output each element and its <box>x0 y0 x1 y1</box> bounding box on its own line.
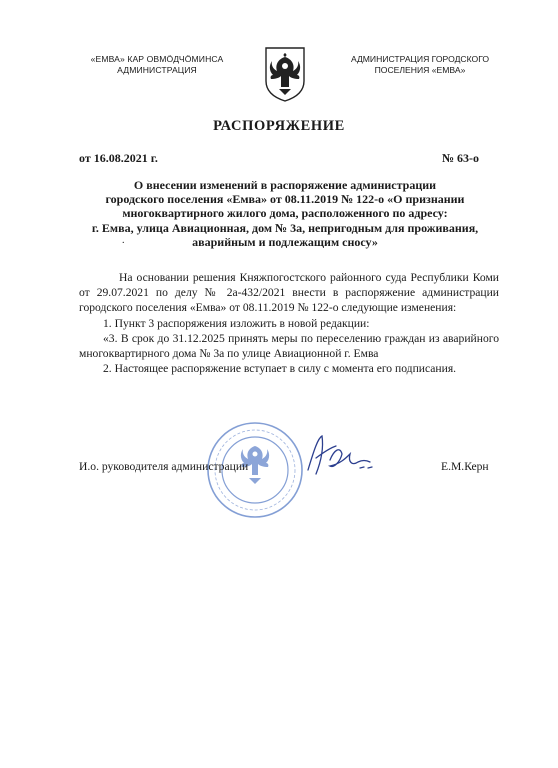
subject-line: О внесении изменений в распоряжение администрации <box>133 178 437 192</box>
header-right <box>342 54 498 76</box>
stray-dot: . <box>122 235 125 246</box>
header-left <box>72 54 242 76</box>
subject-line: многоквартирного жилого дома, расположенного по адресу: <box>122 206 448 221</box>
header-left-line2: АДМИНИСТРАЦИЯ <box>117 65 197 75</box>
header-right-line2: ПОСЕЛЕНИЯ «ЕМВА» <box>374 65 466 75</box>
subject-line: аварийным и подлежащим сносу» <box>192 234 378 249</box>
signatory-name: Е.М.Керн <box>441 460 489 473</box>
body-quote: «3. В срок до 31.12.2025 принять меры по переселению граждан из аварийного многоквартирного дома № 3а по улице Авиационной г. Емва <box>79 331 499 361</box>
signatory-position: И.о. руководителя администрации <box>79 460 249 473</box>
body-item-2: 2. Настоящее распоряжение вступает в силу с момента его подписания. <box>103 362 457 376</box>
document-body <box>79 270 499 376</box>
subject-line: г. Емва, улица Авиационная, дом № 3а, непригодным для проживания, <box>91 220 479 235</box>
document-number: № 63-о <box>442 151 480 165</box>
header-left-line1: «ЕМВА» КАР ОВМӦДЧӦМИНСА <box>90 54 224 64</box>
komi-coat-of-arms-icon <box>263 45 307 103</box>
subject-line: городского поселения «Емва» от 08.11.2019 № 122-о «О признании <box>105 192 465 207</box>
document-title: РАСПОРЯЖЕНИЕ <box>213 118 345 134</box>
document-subject <box>70 178 500 249</box>
document-date: от 16.08.2021 г. <box>79 151 158 165</box>
handwritten-signature <box>300 430 380 485</box>
body-paragraph: На основании решения Княжпогостского районного суда Республики Коми от 29.07.2021 по делу № 2а-432/2021 внести в распоряжение администрации городского поселения «Емва» от 08.11.2019 № 122-о следующие изменения: <box>79 271 499 315</box>
body-item-1: 1. Пункт 3 распоряжения изложить в новой редакции: <box>103 316 370 330</box>
header-right-line1: АДМИНИСТРАЦИЯ ГОРОДСКОГО <box>350 54 490 64</box>
